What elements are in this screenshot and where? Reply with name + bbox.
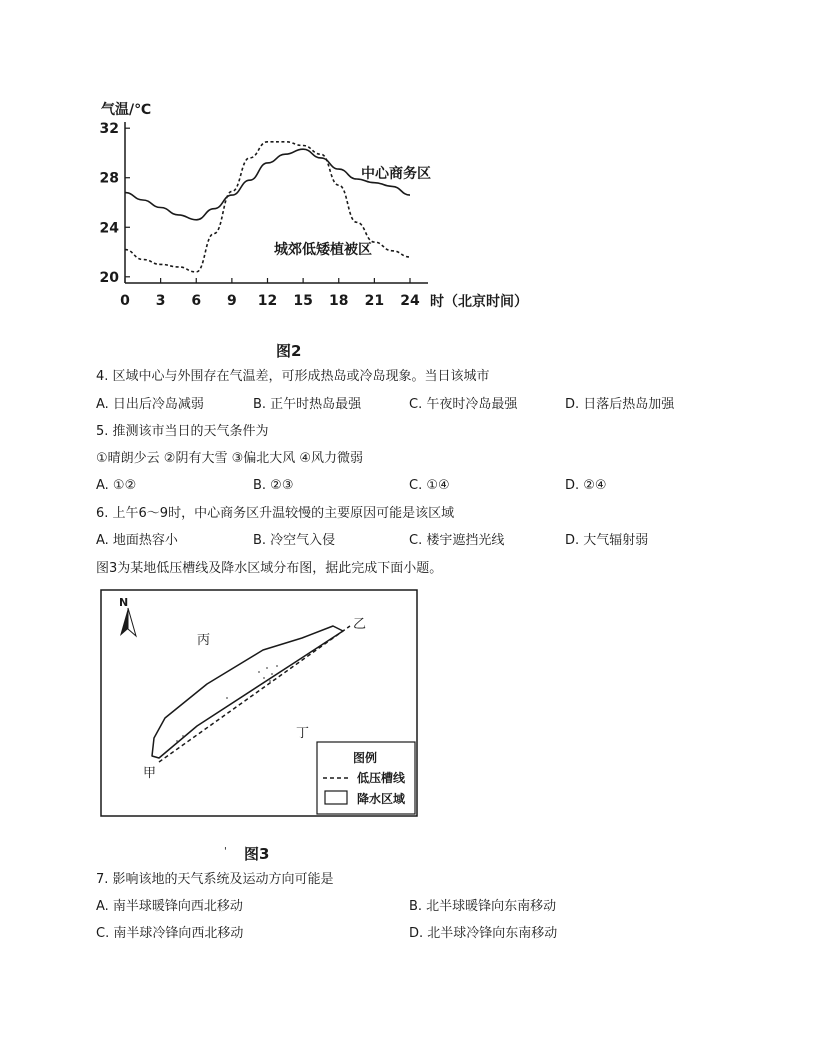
q5-option-d: D. ②④ xyxy=(565,478,607,493)
figure3-map xyxy=(97,586,422,818)
legend-precip-label: 降水区域 xyxy=(357,792,406,806)
x-tick-label: 6 xyxy=(191,293,202,309)
q6-option-a: A. 地面热容小 xyxy=(96,533,178,548)
y-tick-label: 28 xyxy=(99,170,119,187)
figure2-chart xyxy=(95,92,545,314)
q6-option-c: C. 楼宇遮挡光线 xyxy=(409,533,505,548)
q7-option-d: D. 北半球冷锋向东南移动 xyxy=(409,926,558,941)
q6-option-b: B. 冷空气入侵 xyxy=(253,533,336,548)
y-tick-label: 24 xyxy=(99,220,119,237)
q4-option-c: C. 午夜时冷岛最强 xyxy=(409,397,518,412)
figure3-caption: 图3 xyxy=(244,845,270,863)
x-tick-label: 3 xyxy=(155,293,166,309)
y-tick-label: 32 xyxy=(99,121,119,138)
q7-option-a: A. 南半球暖锋向西北移动 xyxy=(96,899,243,914)
x-tick-label: 15 xyxy=(293,293,313,309)
x-tick-label: 18 xyxy=(329,293,349,309)
q5-option-a: A. ①② xyxy=(96,478,137,493)
x-tick-label: 24 xyxy=(400,293,420,309)
cbd-temperature-line xyxy=(125,149,410,220)
label-jia: 甲 xyxy=(143,766,157,781)
x-tick-label: 9 xyxy=(227,293,237,309)
q4-stem: 4. 区域中心与外围存在气温差，可形成热岛或冷岛现象。当日该城市 xyxy=(96,369,490,384)
figure2-caption: 图2 xyxy=(276,342,302,360)
label-yi: 乙 xyxy=(353,617,367,632)
legend-trough-label: 低压槽线 xyxy=(357,771,406,785)
x-tick-label: 0 xyxy=(120,293,130,309)
q6-stem: 6. 上午6～9时，中心商务区升温较慢的主要原因可能是该区域 xyxy=(96,506,455,521)
figure3-intro: 图3为某地低压槽线及降水区域分布图，据此完成下面小题。 xyxy=(96,561,443,576)
q6-option-d: D. 大气辐射弱 xyxy=(565,533,649,548)
q7-option-b: B. 北半球暖锋向东南移动 xyxy=(409,899,557,914)
q4-option-b: B. 正午时热岛最强 xyxy=(253,397,362,412)
q5-stem: 5. 推测该市当日的天气条件为 xyxy=(96,424,269,439)
label-bing: 丙 xyxy=(197,633,211,648)
legend-title: 图例 xyxy=(353,751,378,765)
q5-option-c: C. ①④ xyxy=(409,478,450,493)
q7-stem: 7. 影响该地的天气系统及运动方向可能是 xyxy=(96,872,334,887)
y-tick-label: 20 xyxy=(99,269,119,286)
q7-option-c: C. 南半球冷锋向西北移动 xyxy=(96,926,244,941)
q5-option-b: B. ②③ xyxy=(253,478,294,493)
q4-option-d: D. 日落后热岛加强 xyxy=(565,397,675,412)
north-label: N xyxy=(119,596,129,609)
q4-option-a: A. 日出后冷岛减弱 xyxy=(96,397,204,412)
x-tick-label: 12 xyxy=(257,293,278,309)
x-tick-label: 21 xyxy=(364,293,385,309)
stray-mark: ' xyxy=(224,846,227,857)
suburb-curve-label: 城郊低矮植被区 xyxy=(274,242,372,258)
q5-choices: ①晴朗少云 ②阴有大雪 ③偏北大风 ④风力微弱 xyxy=(96,451,364,466)
cbd-curve-label: 中心商务区 xyxy=(361,166,431,182)
label-ding: 丁 xyxy=(296,726,310,741)
figure2-xlabel: 时（北京时间） xyxy=(430,294,528,310)
figure2-ylabel: 气温/℃ xyxy=(101,102,152,118)
legend-precip-symbol xyxy=(325,791,347,804)
